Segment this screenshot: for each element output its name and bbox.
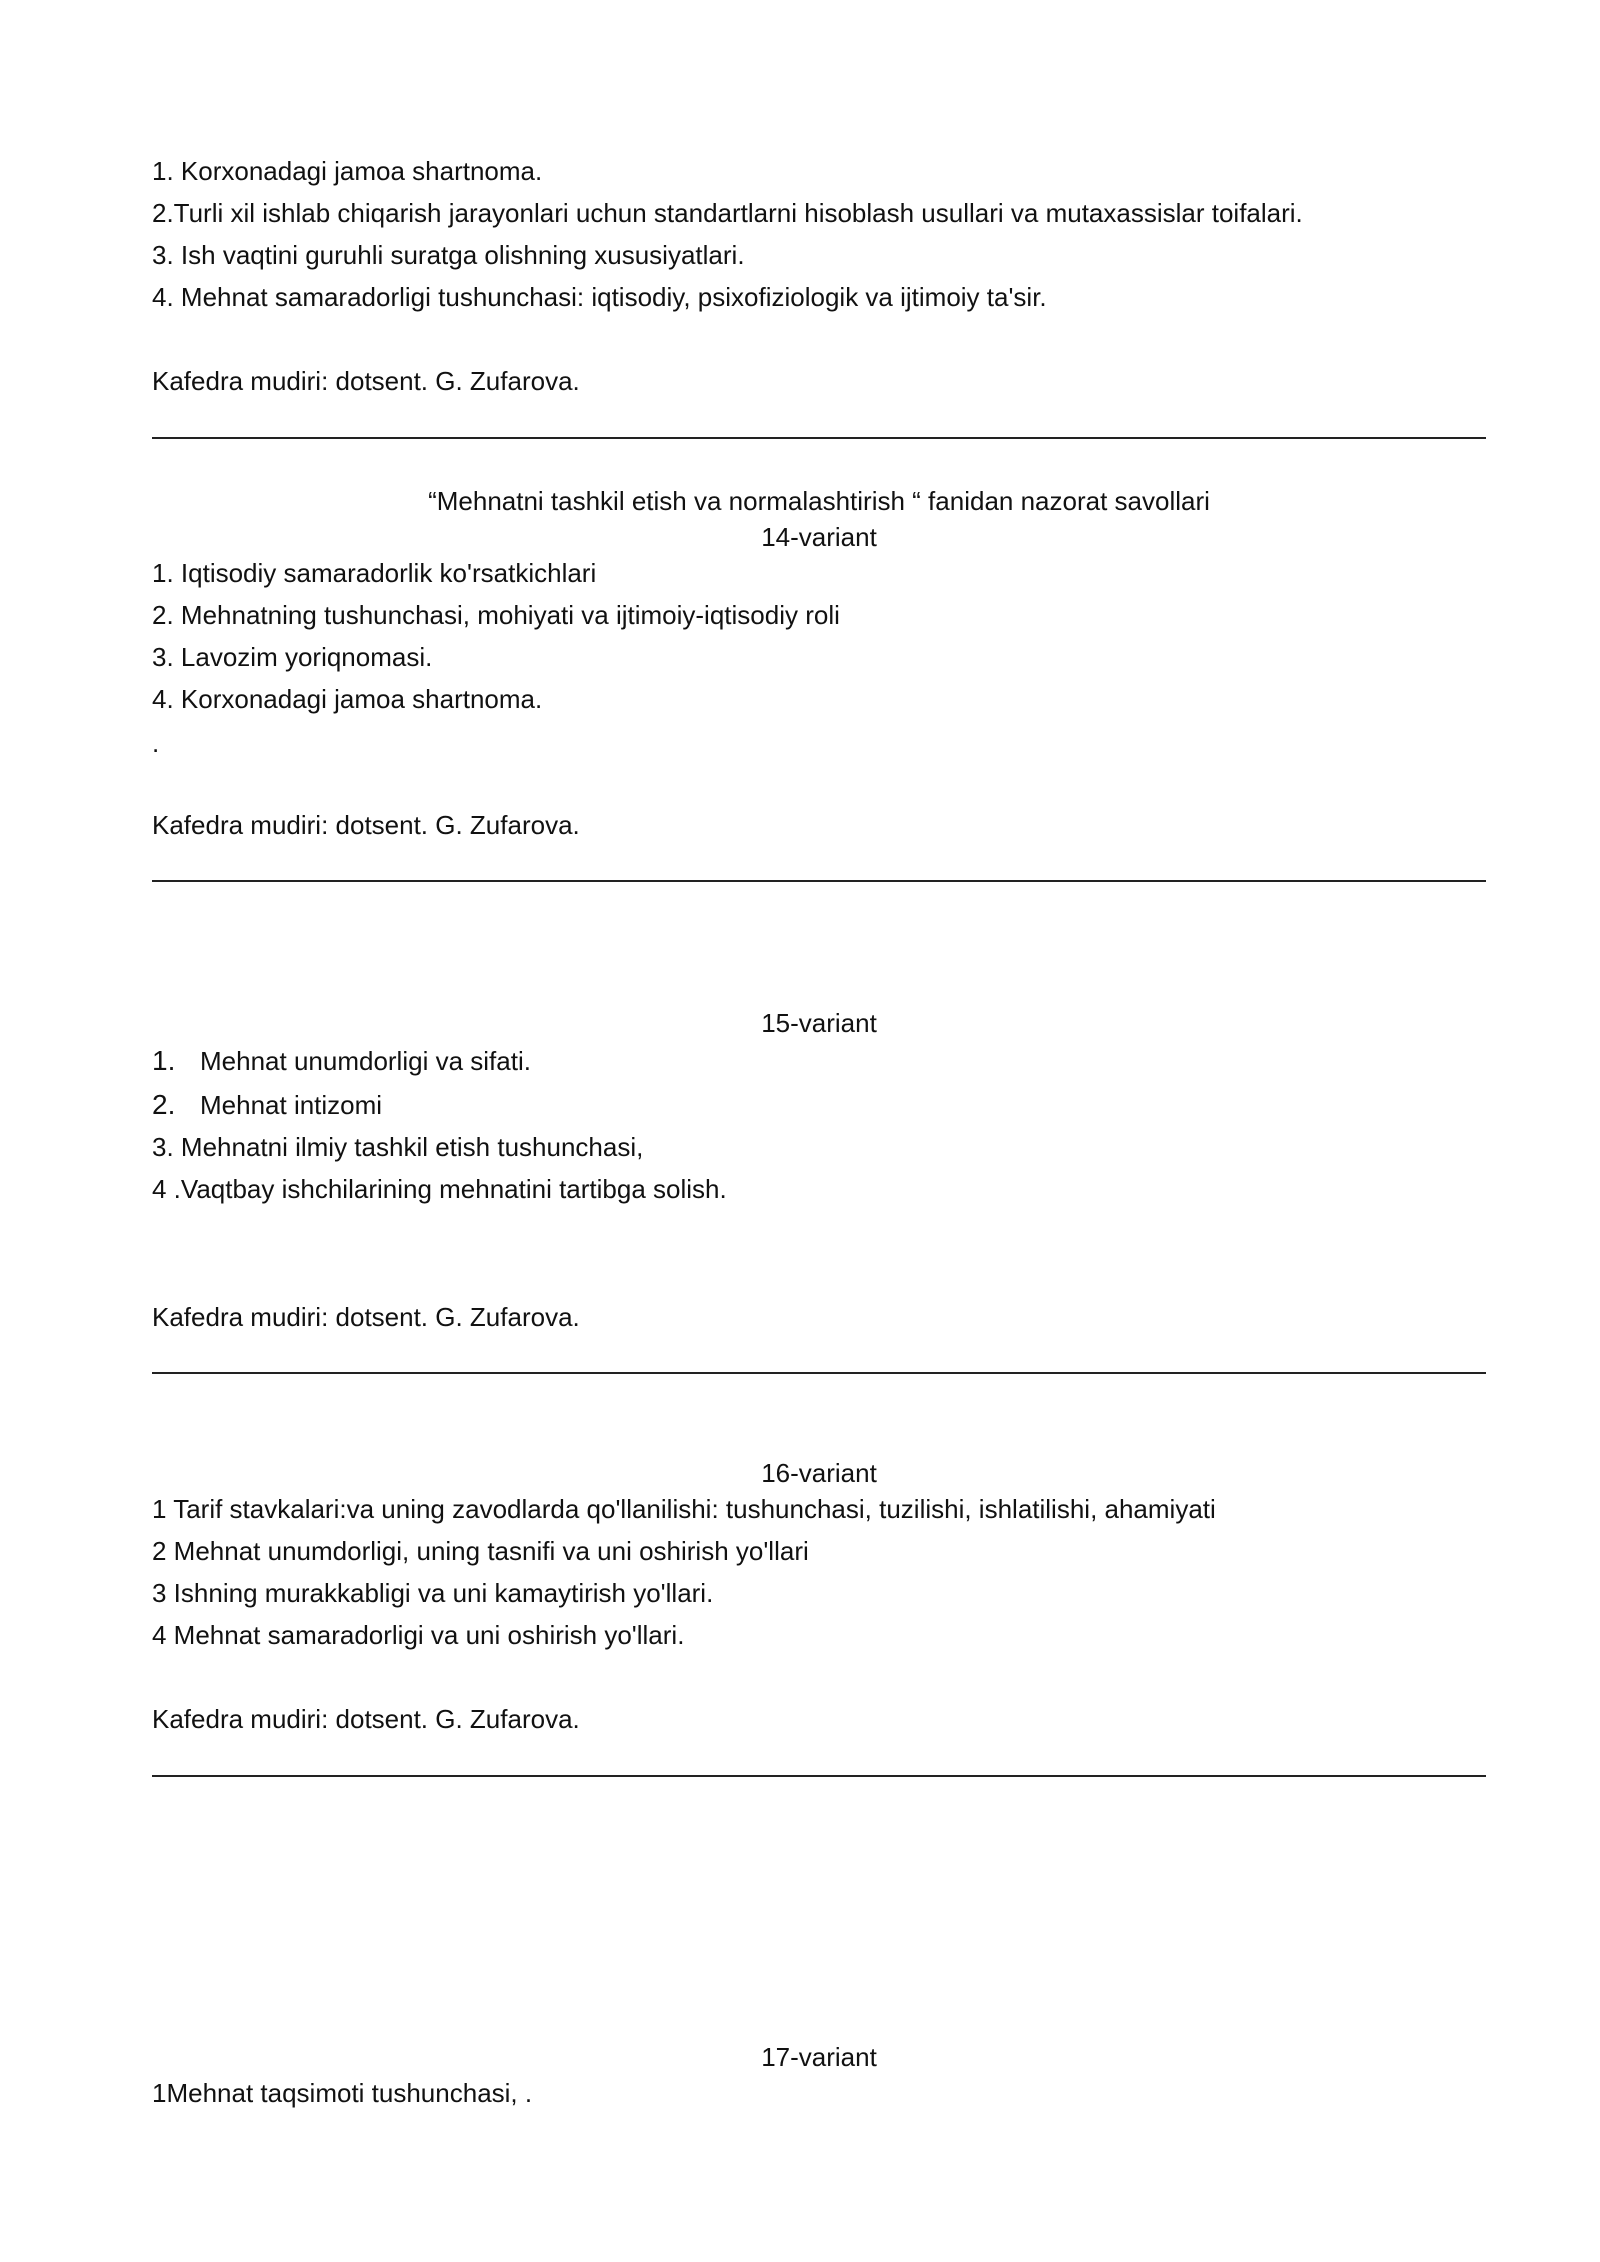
question-item: 2 Mehnat unumdorligi, uning tasnifi va uni oshirish yo'llari [152,1536,809,1566]
variant-title: 16-variant [761,1458,877,1488]
list-item [152,1088,382,1122]
question-item: 4. Korxonadagi jamoa shartnoma. [152,684,543,714]
variant-title: 14-variant [761,522,877,552]
question-item: 3 Ishning murakkabligi va uni kamaytirish yo'llari. [152,1578,714,1608]
question-item: 3. Ish vaqtini guruhli suratga olishning xususiyatlari. [152,240,745,270]
list-text: Mehnat intizomi [200,1090,383,1120]
list-number: 2. [152,1089,176,1120]
list-number: 1. [152,1045,176,1076]
variant-title: 17-variant [761,2042,877,2072]
question-item: 3. Lavozim yoriqnomasi. [152,642,433,672]
variant-title: 15-variant [761,1008,877,1038]
list-item [152,1044,531,1078]
document-heading: “Mehnatni tashkil etish va normalashtirish “ fanidan nazorat savollari [428,486,1210,516]
question-item: 4. Mehnat samaradorligi tushunchasi: iqtisodiy, psixofiziologik va ijtimoiy ta'sir. [152,282,1047,312]
question-item: 3. Mehnatni ilmiy tashkil etish tushunchasi, [152,1132,644,1162]
section-divider [152,880,1486,882]
question-item: 1. Iqtisodiy samaradorlik ko'rsatkichlari [152,558,597,588]
signature-line: Kafedra mudiri: dotsent. G. Zufarova. [152,810,580,840]
section-divider [152,437,1486,439]
question-item: 1Mehnat taqsimoti tushunchasi, . [152,2078,533,2108]
question-item: 4 Mehnat samaradorligi va uni oshirish yo'llari. [152,1620,685,1650]
question-item: 4 .Vaqtbay ishchilarining mehnatini tartibga solish. [152,1174,727,1204]
question-item: 1 Tarif stavkalari:va uning zavodlarda qo'llanilishi: tushunchasi, tuzilishi, ishlatilishi, ahamiyati [152,1494,1216,1524]
question-item: 2. Mehnatning tushunchasi, mohiyati va ijtimoiy-iqtisodiy roli [152,600,840,630]
question-item: 2.Turli xil ishlab chiqarish jarayonlari uchun standartlarni hisoblash usullari va mutaxassislar toifalari. [152,198,1303,228]
list-text: Mehnat unumdorligi va sifati. [200,1046,531,1076]
signature-line: Kafedra mudiri: dotsent. G. Zufarova. [152,1302,580,1332]
stray-dot: . [152,728,160,758]
section-divider [152,1775,1486,1777]
question-item: 1. Korxonadagi jamoa shartnoma. [152,156,543,186]
section-divider [152,1372,1486,1374]
signature-line: Kafedra mudiri: dotsent. G. Zufarova. [152,1704,580,1734]
signature-line: Kafedra mudiri: dotsent. G. Zufarova. [152,366,580,396]
